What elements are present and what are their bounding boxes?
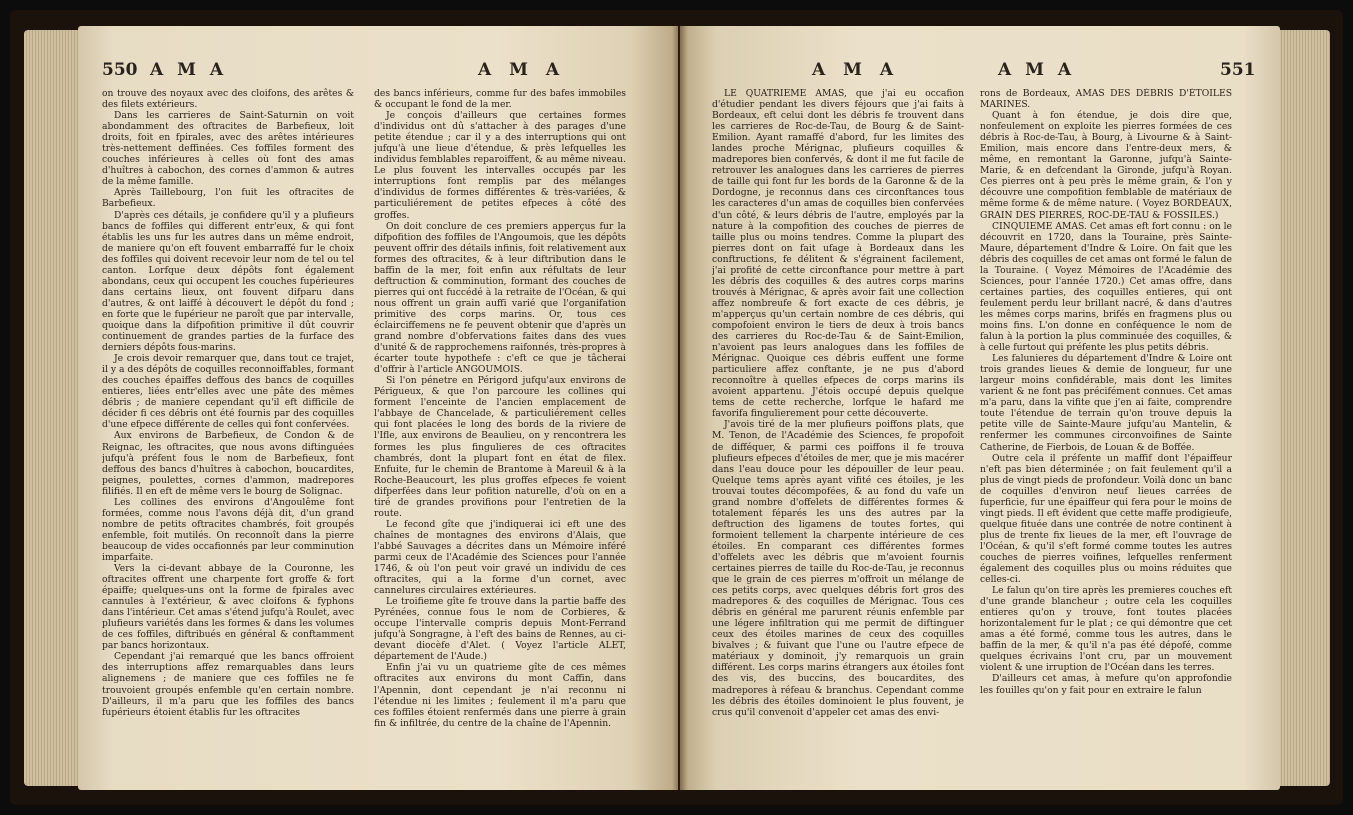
- paragraph: D'ailleurs cet amas, à mefure qu'on approfondie les fouilles qu'on y fait pour en extraire le falun: [980, 673, 1232, 696]
- paragraph: Outre cela il préfente un maffif dont l'épaiffeur n'eft pas bien déterminée ; on fait feulement qu'il a plus de vingt pieds de profondeur. Voilà donc un banc de coquilles d'environ neuf lieues carrées de fuperficie, fur une épaiffeur qui fera pour le moins de vingt pieds. Il eft évident que cette maffe prodigieufe, quelque fituée dans une contrée de notre continent à plus de trente fix lieues de la mer, eft l'ouvrage de l'Océan, & qu'il s'eft formé comme toutes les autres couches de pierres voifines, lefquelles renferment également des coquilles plus ou moins réduites que celles-ci.: [980, 452, 1232, 586]
- paragraph: Dans les carrieres de Saint-Saturnin on voit abondamment des oftracites de Barbefieux, loit droits, foit en fpirales, avec des arêtes intérieures très-nettement deffinées. Ces foffiles forment des couches inférieures à celles où font des amas d'huîtres à cabochon, des cornes d'ammon & autres de la même famille.: [102, 110, 354, 188]
- running-head: A M A: [998, 60, 1076, 80]
- paragraph: Les falunieres du département d'Indre & Loire ont trois grandes lieues & demie de longueur, fur une largeur moins confidérable, mais dont les limites varient & ne font pas précifément connues. Cet amas m'a paru, dans la vifite que j'en ai faite, comprendre toute l'étendue de terrain qu'on trouve depuis la petite ville de Sainte-Maure jufqu'au Mantelin, & renfermer les communes circonvoifines de Sainte Catherine, de Fierbois, de Louan & de Boffée.: [980, 353, 1232, 453]
- running-head-center: A M A: [478, 60, 566, 80]
- left-page: [78, 26, 678, 790]
- paragraph: D'après ces détails, je confidere qu'il y a plufieurs bancs de foffiles qui different entr'eux, & qui font établis les uns fur les autres dans un même endroit, de maniere qu'on eft fouvent embarraffé fur le choix des foffiles qui doivent recevoir leur nom de tel ou tel canton. Lorfque deux dépôts font également abondans, ceux qui occupent les couches fupérieures dans certains lieux, ont fouvent difparu dans d'autres, & ont laiffé à découvert le dépôt du fond ; en forte que le fupérieur ne paroît que par intervalle, quoique dans la difpofition primitive il dût couvrir continuement de grandes parties de la furface des derniers dépôts fous-marins.: [102, 209, 354, 354]
- paragraph: On doit conclure de ces premiers apperçus fur la difpofition des foffiles de l'Angoumois, que les dépôts peuvent offrir des détails infinis, foit relativement aux formes des oftracites, & à leur diftribution dans le baffin de la mer, foit enfin aux réfultats de leur deftruction & comminution, formant des couches de pierres qui ont fuccédé à la retraite de l'Océan, & qui nous offrent un grain auffi varié que l'organifation primitive des corps marins. Or, tous ces éclairciffemens ne fe peuvent obtenir que d'après un grand nombre d'obfervations faites dans des vues d'unité & de rapprochemens raifonnés, très-propres à écarter toute hypothefe : c'eft ce que je tâcherai d'offrir à l'article ANGOUMOIS.: [374, 220, 626, 376]
- running-head-center: A M A: [812, 60, 900, 80]
- book-gutter: [672, 26, 688, 790]
- paragraph: Les collines des environs d'Angoulême font formées, comme nous l'avons déjà dit, d'un grand nombre de petits oftracites chambrés, foit groupés enfemble, foit mutilés. On reconnoît dans la pierre beaucoup de vides occafionnés par leur comminution imparfaite.: [102, 496, 354, 563]
- book-spread: [10, 10, 1343, 805]
- page-number: 551: [1220, 60, 1256, 80]
- paragraph: des bancs inférieurs, comme fur des bafes immobiles & occupant le fond de la mer.: [374, 88, 626, 111]
- paragraph: Si l'on pénetre en Périgord jufqu'aux environs de Périgueux, & que l'on parcoure les collines qui forment l'enceinte de l'ancien emplacement de l'abbaye de Chancelade, & particuliérement celles qui font placées le long des bords de la riviere de l'Ifle, aux environs de Beaulieu, on y rencontrera les formes les plus fingulieres de ces oftracites chambrés, dont la plupart font en état de filex. Enfuite, fur le chemin de Brantome à Mareuil & à la Roche-Beaucourt, les plus groffes efpeces fe voient difperfées dans leur pofition naturelle, d'où on en a tiré de grandes provifions pour l'entretien de la route.: [374, 375, 626, 519]
- paragraph: J'avois tiré de la mer plufieurs poiffons plats, que M. Tenon, de l'Académie des Sciences, fe propofoit de difféquer, & parmi ces poiffons il fe trouva plufieurs efpeces d'étoiles de mer, que je mis macérer dans l'eau douce pour les dépouiller de leur peau. Quelque tems après ayant vifité ces étoiles, je les trouvai toutes décompofées, & au fond du vafe un grand nombre d'offelets de différentes formes & totalement féparés les uns des autres par la deftruction des ligamens de toutes fortes, qui formoient tellement la charpente intérieure de ces étoiles. En comparant ces différentes formes d'offelets avec les débris que m'avoient fournis certaines pierres de taille du Roc-de-Tau, je reconnus que le grain de ces pierres m'offroit un mélange de ces petits corps, avec quelques débris fort gros des madrepores & des coquilles de Mérignac. Tous ces débris en général me parurent réunis enfemble par une légere infiltration qui me permit de diftinguer ceux des étoiles marines de ceux des coquilles bivalves ; & fuivant que l'une ou l'autre efpece de matériaux y dominoit, j'y remarquois un grain différent. Les corps marins étrangers aux étoiles font des vis, des buccins, des boucardites, des madrepores à réfeau & branchus. Cependant comme les débris des étoiles dominoient le plus fouvent, je crus qu'il convenoit d'appeler cet amas des envi-: [712, 419, 964, 718]
- paragraph: LE QUATRIEME AMAS, que j'ai eu occafion d'étudier pendant les divers féjours que j'ai faits à Bordeaux, eft celui dont les débris fe trouvent dans les carrieres de Roc-de-Tau, de Bourg & de Saint-Emilion. Ayant ramaffé d'abord, fur les limites des landes proche Mérignac, plufieurs coquilles & madrepores bien confervés, & dont il me fut facile de retrouver les analogues dans les carrieres de pierres de taille qui font fur les bords de la Garonne & de la Dordogne, je reconnus dans ces circonftances tous les caracteres d'un amas de coquilles bien confervées d'un côté, & leurs débris de l'autre, employés par la nature à la compofition des couches de pierres de taille plus ou moins tendres. Comme la plupart des pierres dont on fait ufage à Bordeaux dans les conftructions, fe délitent & s'égrainent facilement, j'ai profité de cette circonftance pour mettre à part les débris des coquilles & des autres corps marins trouvés à Mérignac, & après avoir fait une collection affez nombreufe & fort exacte de ces débris, je m'apperçus qu'un certain nombre de ces débris, qui compofoient environ le tiers de deux à trois bancs des carrieres du Roc-de-Tau & de Saint-Emilion, n'avoient pas leurs analogues dans les foffiles de Mérignac. Quoique ces débris euffent une forme particuliere affez conftante, je ne pus d'abord reconnoître à quelles efpeces de corps marins ils avoient appartenu. J'étois occupé depuis quelque tems de cette recherche, lorfque le hafard me favorifa fingulierement pour cette découverte.: [712, 88, 964, 420]
- paragraph: Je crois devoir remarquer que, dans tout ce trajet, il y a des dépôts de coquilles reconnoiffables, formant des couches épaiffes deffous des bancs de coquilles entieres, liées entr'elles avec une pâte des mêmes débris ; de maniere cependant qu'il eft difficile de décider fi ces débris ont été fournis par des coquilles d'une efpece différente de celles qui font confervées.: [102, 353, 354, 431]
- paragraph: Cependant j'ai remarqué que les bancs offroient des interruptions affez remarquables dans leurs alignemens ; de maniere que ces foffiles ne fe trouvoient groupés enfemble qu'en certain nombre. D'ailleurs, il m'a paru que les foffiles des bancs fupérieurs étoient établis fur les oftracites: [102, 651, 354, 718]
- paragraph: Après Taillebourg, l'on fuit les oftracites de Barbefieux.: [102, 187, 354, 210]
- paragraph: Le fecond gîte que j'indiquerai ici eft une des chaînes de montagnes des environs d'Alais, que l'abbé Sauvages a décrites dans un Mémoire inféré parmi ceux de l'Académie des Sciences pour l'année 1746, & où l'on peut voir gravé un individu de ces oftracites, qui a la forme d'un cornet, avec cannelures circulaires extérieures.: [374, 518, 626, 597]
- paragraph: rons de Bordeaux, AMAS DES DÉBRIS D'ÉTOILES MARINES.: [980, 88, 1232, 111]
- right-page: [680, 26, 1280, 790]
- paragraph: Quant à fon étendue, je dois dire que, nonfeulement on exploite les pierres formées de ces débris à Roc-de-Tau, à Bourg, à Livourne & à Saint-Emilion, mais encore dans l'entre-deux mers, & même, en remontant la Garonne, jufqu'à Sainte-Marie, & en defcendant la Gironde, jufqu'à Royan. Ces pierres ont à peu près le même grain, & l'on y découvre une compofition femblable de matériaux de même forme & de même nature. ( Voyez BORDEAUX, GRAIN DES PIERRES, ROC-DE-TAU & FOSSILES.): [980, 110, 1232, 221]
- text-column-1: [102, 88, 354, 788]
- paragraph: Vers la ci-devant abbaye de la Couronne, les oftracites offrent une charpente fort groffe & fort épaiffe; quelques-uns ont la forme de fpirales avec cannules à l'extérieur, & avec cloifons & fyphons dans l'intérieur. Cet amas s'étend jufqu'à Roulet, avec plufieurs variétés dans les formes & dans les volumes de ces foffiles, diftribués en général & conftamment par bancs horizontaux.: [102, 563, 354, 652]
- paragraph: Je conçois d'ailleurs que certaines formes d'individus ont dû s'attacher à des parages d'une petite étendue ; car il y a des interruptions qui ont jufqu'à une lieue d'étendue, & près lefquelles les individus femblables reparoiffent, & au même niveau. Le plus fouvent les intervalles occupés par les interruptions font remplis par des mélanges d'individus de formes différentes & très-variées, & particuliérement de petites efpeces à côté des groffes.: [374, 110, 626, 221]
- page-edges-left: [24, 30, 80, 786]
- paragraph: CINQUIEME AMAS. Cet amas eft fort connu : on le découvrit en 1720, dans la Touraine, près Sainte-Maure, département d'Indre & Loire. On fait que les débris des coquilles de cet amas ont formé le falun de la Touraine. ( Voyez Mémoires de l'Académie des Sciences, pour l'année 1720.) Cet amas offre, dans certaines parties, des coquilles entieres, qui ont feulement perdu leur brillant nacré, & dans d'autres les mêmes corps marins, brifés en fragmens plus ou moins fins. L'on donne en conféquence le nom de falun à la portion la plus comminuée des coquilles, & à celle furtout qui préfente les plus petits débris.: [980, 220, 1232, 354]
- text-column-1: [712, 88, 964, 788]
- page-edges-right: [1276, 30, 1330, 786]
- paragraph: Le troifieme gîte fe trouve dans la partie baffe des Pyrénées, connue fous le nom de Corbieres, & occupe l'intervalle compris depuis Mont-Ferrand jufqu'à Songragne, à l'eft des bains de Rennes, au ci-devant diocèfe d'Alet. ( Voyez l'article ALET, département de l'Aude.): [374, 596, 626, 663]
- paragraph: Le falun qu'on tire après les premieres couches eft d'une grande blancheur ; outre cela les coquilles entieres qu'on y trouve, font toutes placées horizontalement fur le plat ; ce qui démontre que cet amas a été formé, comme tous les autres, dans le baffin de la mer, & qu'il n'a pas été dépofé, comme quelques écrivains l'ont cru, par un mouvement violent & une irruption de l'Océan dans les terres.: [980, 585, 1232, 674]
- paragraph: on trouve des noyaux avec des cloifons, des arêtes & des filets extérieurs.: [102, 88, 354, 111]
- text-column-2: [980, 88, 1232, 788]
- page-number: 550: [102, 60, 138, 80]
- paragraph: Aux environs de Barbefieux, de Condon & de Reignac, les oftracites, que nous avons diftinguées jufqu'à préfent fous le nom de Barbefieux, font deffous des bancs d'huîtres à cabochon, boucardites, peignes, poulettes, cornes d'ammon, madrepores filifiés. Il en eft de même vers le bourg de Solignac.: [102, 430, 354, 497]
- running-head: A M A: [150, 60, 228, 80]
- paragraph: Enfin j'ai vu un quatrieme gîte de ces mêmes oftracites aux environs du mont Caffin, dans l'Apennin, dont cependant je n'ai reconnu ni l'étendue ni les limites ; feulement il m'a paru que ces foffiles étoient renfermés dans une pierre à grain fin & infiltrée, du centre de la chaîne de l'Apennin.: [374, 662, 626, 729]
- text-column-2: [374, 88, 626, 788]
